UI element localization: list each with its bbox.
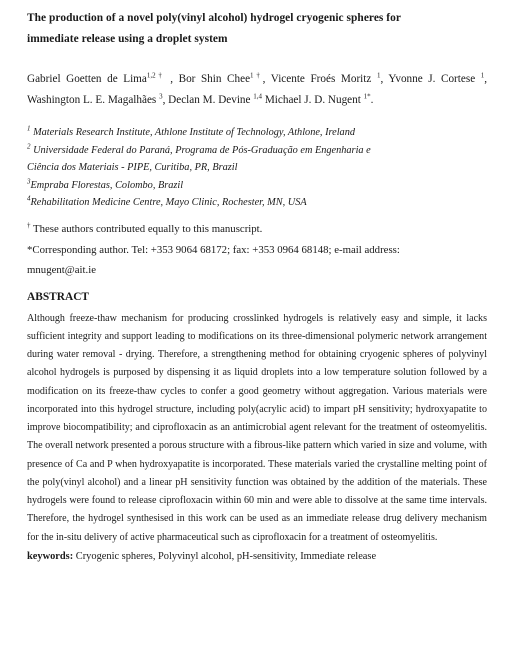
author-name: Declan M. Devine <box>168 94 251 106</box>
affiliation-text: Empraba Florestas, Colombo, Brazil <box>30 179 184 191</box>
keywords-label: keywords: <box>27 550 74 562</box>
dagger-marker: † <box>27 220 31 229</box>
corresponding-author-email[interactable]: mnugent@ait.ie <box>27 263 97 276</box>
title-line-2: immediate release using a droplet system <box>27 33 228 45</box>
author-name: Washington L. E. Magalhães <box>27 94 157 106</box>
affiliation-number: 2 <box>27 142 31 151</box>
author-separator: , <box>380 73 389 85</box>
abstract-text: Although freeze-thaw mechanism for producing crosslinked hydrogels is relatively easy and simple, it lacks sufficient integrity and support leading to modifications on its three-dimensional polymeric network arrangement during water removal - drying. Therefore, a strengthening method for obtaining cryogenic spheres of polyvinyl alcohol hydrogels is purposed by dispensing it as liquid droplets into a low temperature solution followed by a modification on its freeze-thaw cycles to confer a good geometry without aggregation. Various materials were incorporated into this hydrogel structure, including poly(acrylic acid) to impart pH sensitivity; hydroxyapatite to improve biocompatibility; and ciprofloxacin as an antimicrobial agent relevant for the treatment of osteomyelitis. The overall network presented a porous structure with a fibrous-like pattern which varied in size and volume, with presence of Ca and P when hydroxyapatite is incorporated. These materials varied the crystalline melting point of the poly(vinyl alcohol) and a linear pH sensitivity function was obtained by the addition of the materials. These hydrogels were found to release ciprofloxacin within 60 min and were able to dissolve at the same time intervals. Therefore, the hydrogel synthesised in this work can be used as an immediate release drug delivery mechanism for the in-situ delivery of active pharmaceutical such as ciprofloxacin for a treatment of osteomyelitis. <box>27 312 487 543</box>
author-separator: , <box>484 73 488 85</box>
paper-title <box>27 8 487 50</box>
affiliation-item <box>27 142 487 177</box>
affiliation-text-continued: Ciência dos Materiais - PIPE, Curitiba, PR, Brazil <box>27 162 238 173</box>
author-affiliation-marker: 1,2† <box>146 71 165 80</box>
author-separator: , <box>262 73 271 85</box>
author-name: Gabriel Goetten de Lima <box>27 73 147 85</box>
affiliation-item <box>27 194 487 212</box>
affiliation-number: 3 <box>27 177 31 186</box>
author-affiliation-marker: 1 <box>376 71 381 80</box>
author-list <box>27 69 487 111</box>
affiliation-list <box>27 124 487 212</box>
author-affiliation-marker: 1† <box>250 71 263 80</box>
paper-page <box>27 8 487 566</box>
author-name: Yvonne J. Cortese <box>388 73 476 85</box>
affiliation-item <box>27 177 487 195</box>
keywords-line <box>27 548 487 566</box>
affiliation-number: 4 <box>27 194 31 203</box>
author-name: Bor Shin Chee <box>178 73 251 85</box>
affiliation-item <box>27 124 487 142</box>
author-name: Vicente Froés Moritz <box>270 73 372 85</box>
author-separator: , <box>162 94 169 106</box>
title-line-1: The production of a novel poly(vinyl alcohol) hydrogel cryogenic spheres for <box>27 12 401 24</box>
author-separator: , <box>164 73 179 85</box>
author-affiliation-marker: 3 <box>159 92 163 101</box>
abstract-heading: ABSTRACT <box>27 290 90 303</box>
equal-contribution-note <box>27 220 487 238</box>
keywords-text: Cryogenic spheres, Polyvinyl alcohol, pH-sensitivity, Immediate release <box>73 550 377 562</box>
author-affiliation-marker: 1,4 <box>253 92 263 101</box>
corresponding-author <box>27 240 487 280</box>
affiliation-text: Materials Research Institute, Athlone Institute of Technology, Athlone, Ireland <box>33 127 356 138</box>
affiliation-number: 1 <box>27 124 31 133</box>
author-name: Michael J. D. Nugent <box>264 94 361 106</box>
corresponding-author-contact: *Corresponding author. Tel: +353 9064 68172; fax: +353 0964 68148; e-mail address: <box>27 243 400 256</box>
affiliation-text: Universidade Federal do Paraná, Programa de Pós-Graduação em Engenharia e <box>33 144 371 156</box>
equal-contribution-text: These authors contributed equally to this manuscript. <box>30 222 263 235</box>
author-separator: . <box>370 94 374 106</box>
author-affiliation-marker: 1* <box>363 92 371 101</box>
author-affiliation-marker: 1 <box>480 71 485 80</box>
affiliation-text: Rehabilitation Medicine Centre, Mayo Clinic, Rochester, MN, USA <box>30 197 307 208</box>
